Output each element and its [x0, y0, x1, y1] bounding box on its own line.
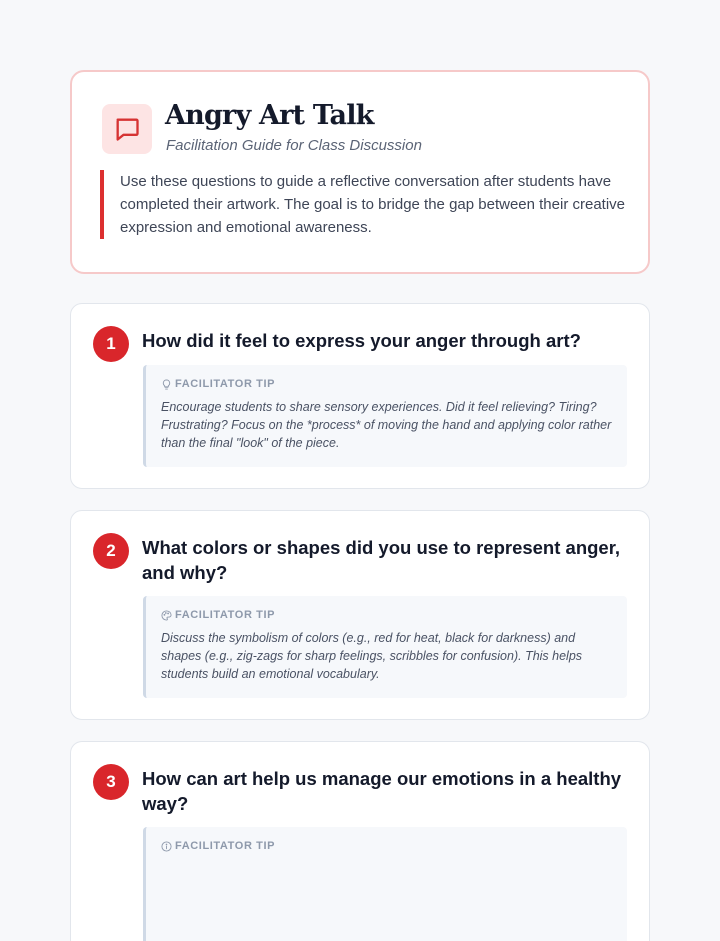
header-card	[70, 70, 650, 274]
lightbulb-icon	[161, 379, 172, 390]
page-title: Angry Art Talk	[165, 100, 374, 131]
question-card	[70, 741, 650, 941]
question-number-badge: 3	[93, 764, 129, 800]
question-text: How can art help us manage our emotions in a healthy way?	[142, 768, 622, 814]
tip-label: FACILITATOR TIP	[175, 840, 276, 852]
question-text: What colors or shapes did you use to represent anger, and why?	[142, 537, 621, 583]
question-card	[70, 510, 650, 720]
palette-icon	[161, 610, 172, 621]
facilitator-tip	[143, 365, 627, 467]
tip-text: Discuss the symbolism of colors (e.g., red for heat, black for darkness) and shapes (e.g., zig-zags for sharp feelings, scribbles for confusion). This helps students build an emotional vocabulary.	[161, 631, 583, 681]
question-card	[70, 303, 650, 489]
intro-text: Use these questions to guide a reflective conversation after students have completed their artwork. The goal is to bridge the gap between their creative expression and emotional awareness.	[100, 170, 640, 239]
chat-bubble-icon	[102, 104, 152, 154]
question-number-badge: 2	[93, 533, 129, 569]
facilitator-tip	[143, 596, 627, 698]
facilitator-tip	[143, 827, 627, 941]
tip-text: Encourage students to share sensory experiences. Did it feel relieving? Tiring? Frustrating? Focus on the *process* of moving the hand and applying color rather than the final "look" of the piece.	[161, 400, 612, 450]
tip-label: FACILITATOR TIP	[175, 378, 276, 390]
question-number-badge: 1	[93, 326, 129, 362]
info-icon	[161, 841, 172, 852]
guide-page	[70, 70, 650, 852]
question-text: How did it feel to express your anger through art?	[142, 330, 581, 351]
page-subtitle: Facilitation Guide for Class Discussion	[166, 137, 422, 154]
tip-label: FACILITATOR TIP	[175, 609, 276, 621]
